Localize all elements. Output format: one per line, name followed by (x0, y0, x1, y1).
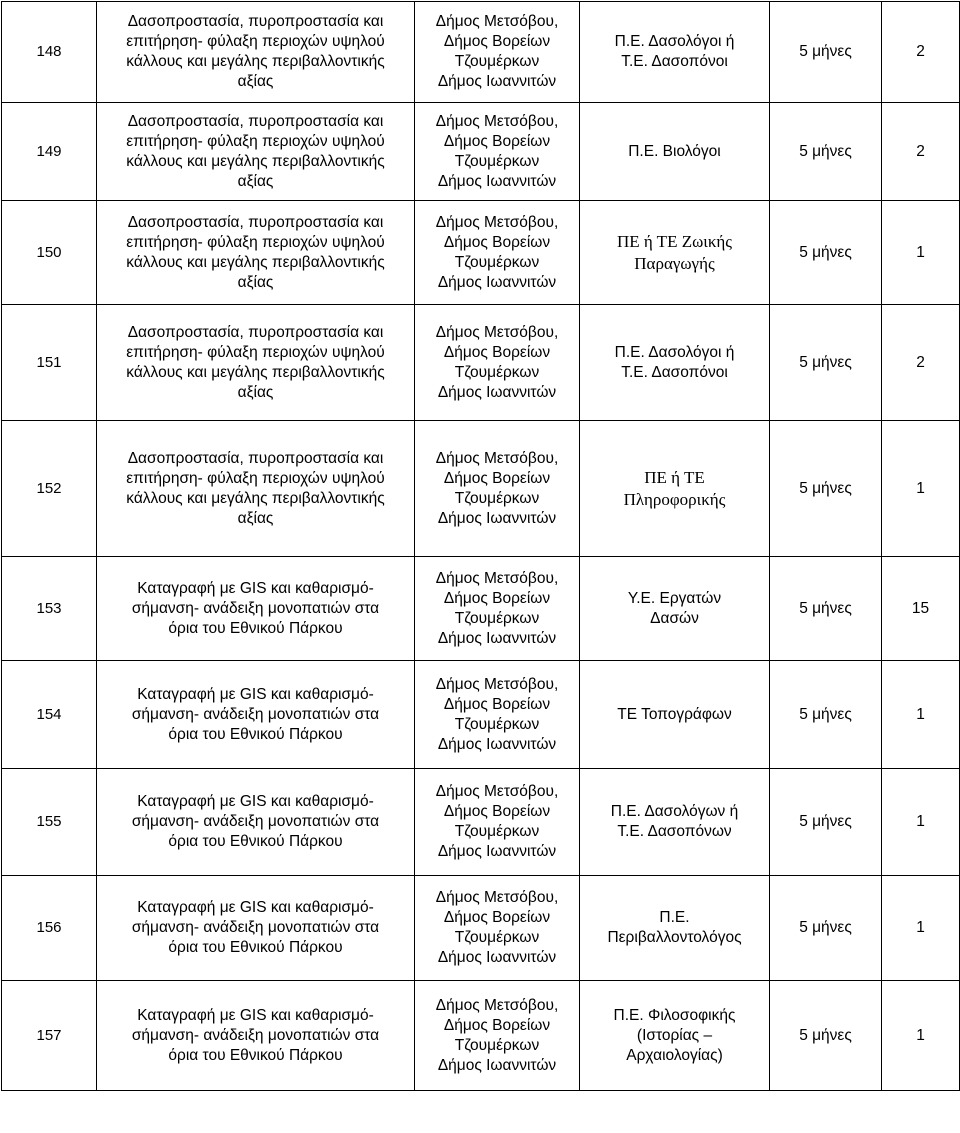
area-line: Τζουμέρκων (454, 1036, 540, 1054)
action-line: αξίας (237, 509, 274, 527)
action-line: επιτήρηση- φύλαξη περιοχών υψηλού (126, 132, 385, 150)
action-cell (97, 305, 415, 421)
action-line: κάλλους και μεγάλης περιβαλλοντικής (126, 363, 385, 381)
area-line: Δήμος Μετσόβου, (435, 889, 559, 906)
specialty-cell (580, 876, 770, 981)
action-line: σήμανση- ανάδειξη μονοπατιών στα (131, 705, 380, 723)
area-line: Δήμος Βορείων (443, 803, 551, 820)
specialty-line: Τ.Ε. Δασοπόνων (617, 823, 732, 840)
duration-cell: 5 μήνες (770, 2, 882, 103)
specialty-line: ΤΕ Τοπογράφων (617, 705, 732, 723)
area-line: Δήμος Ιωαννιτών (437, 383, 557, 401)
action-cell (97, 557, 415, 661)
duration-cell: 5 μήνες (770, 201, 882, 305)
area-line: Τζουμέρκων (454, 363, 540, 381)
action-line: Καταγραφή με GIS και καθαρισμό- (137, 793, 374, 810)
specialty-line: Π.Ε. Βιολόγοι (628, 142, 721, 160)
action-line: Δασοπροστασία, πυροπροστασία και (127, 323, 384, 341)
action-cell (97, 981, 415, 1091)
row-number: 149 (2, 103, 97, 201)
row-number: 152 (2, 421, 97, 557)
area-line: Δήμος Βορείων (443, 469, 551, 487)
area-line: Τζουμέρκων (454, 53, 540, 70)
row-number: 153 (2, 557, 97, 661)
action-line: όρια του Εθνικού Πάρκου (168, 1046, 343, 1064)
action-line: κάλλους και μεγάλης περιβαλλοντικής (126, 152, 385, 170)
action-line: σήμανση- ανάδειξη μονοπατιών στα (131, 599, 380, 617)
area-cell (415, 769, 580, 876)
area-line: Δήμος Ιωαννιτών (437, 172, 557, 190)
duration-cell: 5 μήνες (770, 557, 882, 661)
action-cell (97, 876, 415, 981)
specialty-cell (580, 769, 770, 876)
duration-cell: 5 μήνες (770, 421, 882, 557)
area-line: Δήμος Ιωαννιτών (437, 735, 557, 753)
area-line: Δήμος Ιωαννιτών (437, 273, 557, 291)
specialty-line: Περιβαλλοντολόγος (607, 929, 742, 946)
persons-cell: 2 (882, 2, 960, 103)
table-row (2, 661, 960, 769)
duration-cell: 5 μήνες (770, 876, 882, 981)
area-line: Δήμος Μετσόβου, (435, 675, 559, 693)
table-row (2, 876, 960, 981)
table-row (2, 981, 960, 1091)
area-line: Δήμος Ιωαννιτών (437, 843, 557, 860)
row-number: 154 (2, 661, 97, 769)
row-number: 148 (2, 2, 97, 103)
area-line: Τζουμέρκων (454, 929, 540, 946)
action-line: Καταγραφή με GIS και καθαρισμό- (137, 1006, 374, 1024)
row-number: 155 (2, 769, 97, 876)
specialty-line: Π.Ε. Δασολόγοι ή (614, 33, 735, 50)
specialty-line: ΠΕ ή ΤΕ (644, 467, 705, 487)
area-line: Τζουμέρκων (454, 152, 540, 170)
row-number: 150 (2, 201, 97, 305)
area-line: Δήμος Μετσόβου, (435, 449, 559, 467)
specialty-line: (Ιστορίας – (636, 1026, 713, 1044)
specialty-line: Π.Ε. Φιλοσοφικής (613, 1006, 736, 1024)
specialty-line: Τ.Ε. Δασοπόνοι (621, 53, 728, 70)
action-cell (97, 661, 415, 769)
area-line: Τζουμέρκων (454, 715, 540, 733)
area-line: Δήμος Βορείων (443, 343, 551, 361)
action-line: κάλλους και μεγάλης περιβαλλοντικής (126, 489, 385, 507)
area-line: Δήμος Μετσόβου, (435, 569, 559, 587)
area-line: Δήμος Βορείων (443, 132, 551, 150)
action-cell (97, 201, 415, 305)
specialty-line: Π.Ε. (659, 909, 690, 926)
area-cell (415, 876, 580, 981)
area-line: Τζουμέρκων (454, 609, 540, 627)
area-line: Δήμος Βορείων (443, 33, 551, 50)
persons-cell: 1 (882, 876, 960, 981)
action-line: κάλλους και μεγάλης περιβαλλοντικής (126, 53, 385, 70)
area-line: Δήμος Ιωαννιτών (437, 949, 557, 966)
action-line: επιτήρηση- φύλαξη περιοχών υψηλού (126, 469, 385, 487)
duration-cell: 5 μήνες (770, 305, 882, 421)
duration-cell: 5 μήνες (770, 661, 882, 769)
area-line: Δήμος Ιωαννιτών (437, 629, 557, 647)
action-line: αξίας (237, 73, 274, 90)
area-cell (415, 305, 580, 421)
table-row (2, 421, 960, 557)
action-line: Καταγραφή με GIS και καθαρισμό- (137, 579, 374, 597)
persons-cell: 1 (882, 201, 960, 305)
action-line: αξίας (237, 383, 274, 401)
action-cell (97, 103, 415, 201)
area-line: Τζουμέρκων (454, 489, 540, 507)
specialty-line: Πληροφορικής (623, 489, 726, 509)
area-cell (415, 661, 580, 769)
action-cell (97, 769, 415, 876)
area-line: Δήμος Βορείων (443, 695, 551, 713)
table-row (2, 2, 960, 103)
action-line: σήμανση- ανάδειξη μονοπατιών στα (131, 919, 380, 936)
persons-cell: 15 (882, 557, 960, 661)
table-row (2, 769, 960, 876)
positions-table (1, 1, 960, 1091)
action-line: όρια του Εθνικού Πάρκου (168, 619, 343, 637)
area-cell (415, 557, 580, 661)
duration-cell: 5 μήνες (770, 103, 882, 201)
duration-cell: 5 μήνες (770, 981, 882, 1091)
action-line: όρια του Εθνικού Πάρκου (168, 939, 343, 956)
row-number: 156 (2, 876, 97, 981)
area-line: Δήμος Βορείων (443, 1016, 551, 1034)
area-line: Τζουμέρκων (454, 253, 540, 271)
table-row (2, 103, 960, 201)
action-line: Δασοπροστασία, πυροπροστασία και (127, 449, 384, 467)
persons-cell: 1 (882, 981, 960, 1091)
specialty-cell (580, 421, 770, 557)
table-row (2, 305, 960, 421)
persons-cell: 2 (882, 103, 960, 201)
action-cell (97, 2, 415, 103)
persons-cell: 1 (882, 661, 960, 769)
area-cell (415, 981, 580, 1091)
persons-cell: 1 (882, 421, 960, 557)
specialty-line: Τ.Ε. Δασοπόνοι (621, 363, 728, 381)
specialty-line: Π.Ε. Δασολόγων ή (610, 803, 739, 820)
action-line: Καταγραφή με GIS και καθαρισμό- (137, 685, 374, 703)
table-row (2, 201, 960, 305)
row-number: 157 (2, 981, 97, 1091)
specialty-cell (580, 201, 770, 305)
action-line: επιτήρηση- φύλαξη περιοχών υψηλού (126, 343, 385, 361)
specialty-cell (580, 981, 770, 1091)
specialty-line: Παραγωγής (634, 253, 715, 273)
area-line: Δήμος Μετσόβου, (435, 112, 559, 130)
area-cell (415, 2, 580, 103)
table-row (2, 557, 960, 661)
area-line: Δήμος Μετσόβου, (435, 323, 559, 341)
area-line: Δήμος Μετσόβου, (435, 13, 559, 30)
action-line: όρια του Εθνικού Πάρκου (168, 725, 343, 743)
area-line: Δήμος Ιωαννιτών (437, 73, 557, 90)
duration-cell: 5 μήνες (770, 769, 882, 876)
specialty-cell (580, 2, 770, 103)
action-line: επιτήρηση- φύλαξη περιοχών υψηλού (126, 33, 385, 50)
specialty-line: Δασών (650, 609, 699, 627)
specialty-cell (580, 661, 770, 769)
specialty-line: Αρχαιολογίας) (626, 1046, 723, 1064)
area-cell (415, 103, 580, 201)
action-line: αξίας (237, 273, 274, 291)
specialty-line: ΠΕ ή ΤΕ Ζωικής (616, 231, 733, 251)
positions-table-body (2, 2, 960, 1091)
area-line: Δήμος Βορείων (443, 233, 551, 251)
action-line: Δασοπροστασία, πυροπροστασία και (127, 213, 384, 231)
action-cell (97, 421, 415, 557)
action-line: αξίας (237, 172, 274, 190)
action-line: όρια του Εθνικού Πάρκου (168, 833, 343, 850)
specialty-cell (580, 557, 770, 661)
action-line: Δασοπροστασία, πυροπροστασία και (127, 13, 384, 30)
area-line: Δήμος Βορείων (443, 589, 551, 607)
area-line: Δήμος Μετσόβου, (435, 783, 559, 800)
action-line: κάλλους και μεγάλης περιβαλλοντικής (126, 253, 385, 271)
specialty-cell (580, 305, 770, 421)
specialty-cell (580, 103, 770, 201)
action-line: Καταγραφή με GIS και καθαρισμό- (137, 899, 374, 916)
action-line: επιτήρηση- φύλαξη περιοχών υψηλού (126, 233, 385, 251)
specialty-line: Π.Ε. Δασολόγοι ή (614, 343, 735, 361)
area-line: Δήμος Μετσόβου, (435, 213, 559, 231)
row-number: 151 (2, 305, 97, 421)
persons-cell: 2 (882, 305, 960, 421)
area-line: Δήμος Βορείων (443, 909, 551, 926)
area-line: Δήμος Ιωαννιτών (437, 1056, 557, 1074)
area-line: Δήμος Μετσόβου, (435, 996, 559, 1014)
persons-cell: 1 (882, 769, 960, 876)
area-cell (415, 421, 580, 557)
specialty-line: Υ.Ε. Εργατών (627, 589, 722, 607)
area-line: Δήμος Ιωαννιτών (437, 509, 557, 527)
area-cell (415, 201, 580, 305)
action-line: σήμανση- ανάδειξη μονοπατιών στα (131, 813, 380, 830)
area-line: Τζουμέρκων (454, 823, 540, 840)
action-line: σήμανση- ανάδειξη μονοπατιών στα (131, 1026, 380, 1044)
action-line: Δασοπροστασία, πυροπροστασία και (127, 112, 384, 130)
